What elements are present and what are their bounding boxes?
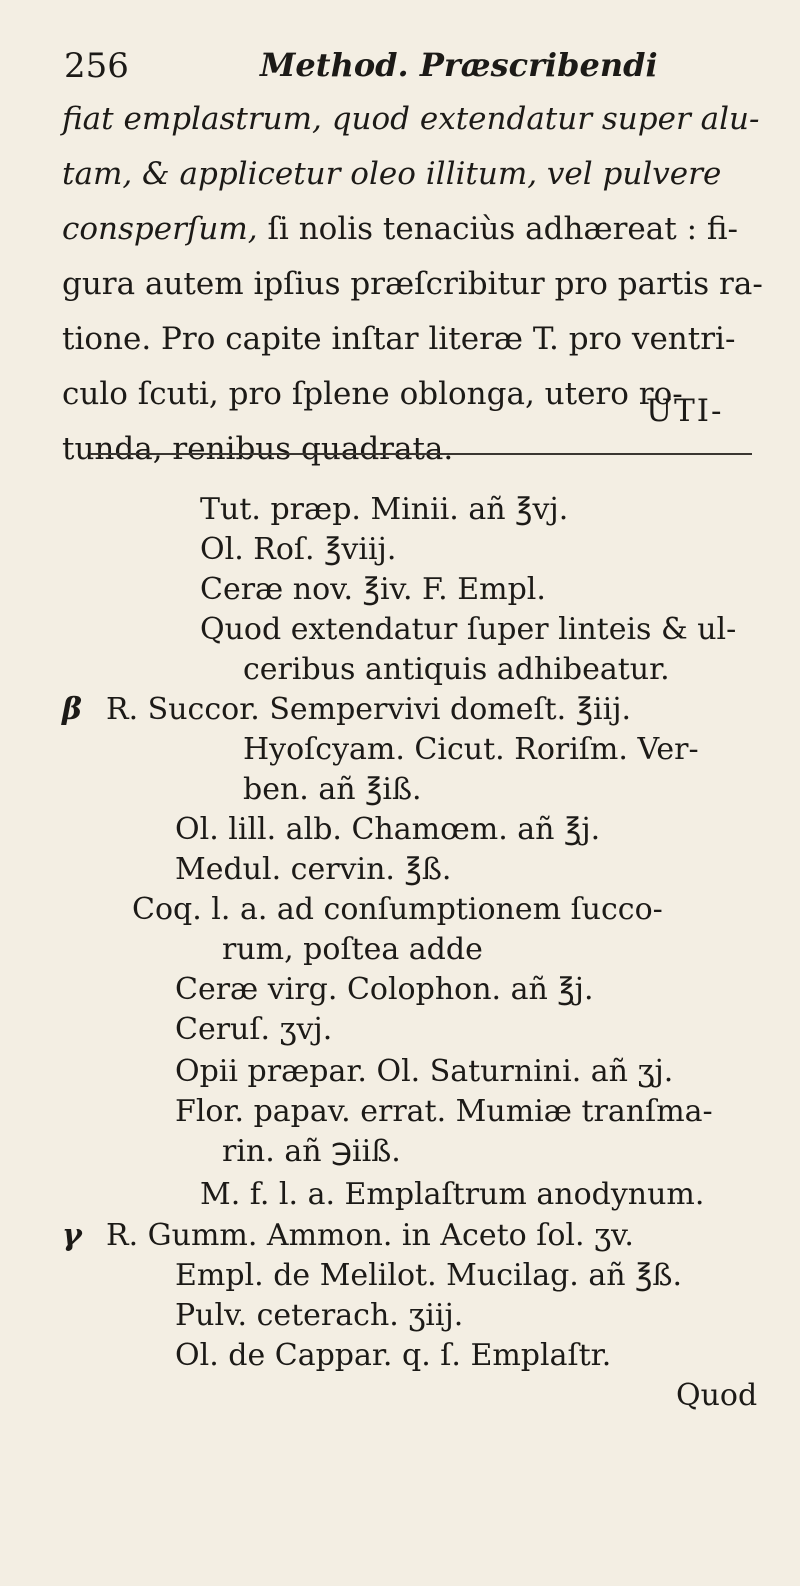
body-line xyxy=(62,202,752,257)
body-line: tunda, renibus quadrata. xyxy=(62,431,454,467)
recipe-line: R. Succor. Sempervivi domeſt. ℥iij. xyxy=(106,692,632,727)
body-line: culo ſcuti, pro ſplene oblonga, utero ro- xyxy=(62,376,683,412)
recipe-line: ben. añ ℥iß. xyxy=(243,772,422,807)
recipe-line: Opii præpar. Ol. Saturnini. añ ʒj. xyxy=(175,1054,674,1089)
recipe-line: Coq. l. a. ad conſumptionem ſucco- xyxy=(132,892,663,927)
recipe-line: Quod extendatur ſuper linteis & ul- xyxy=(200,612,737,647)
running-head: Method. Præscribendi xyxy=(260,46,658,84)
body-line-italic-part: consperſum, xyxy=(62,211,258,247)
recipe-line: Ceræ virg. Colophon. añ ℥j. xyxy=(175,972,594,1007)
body-line-roman-part: ſi nolis tenaciùs adhæreat : fi- xyxy=(257,211,739,247)
section-divider xyxy=(90,453,752,455)
recipe-line: M. f. l. a. Emplaſtrum anodynum. xyxy=(200,1177,705,1212)
body-line: tam, & applicetur oleo illitum, vel pulvere xyxy=(62,156,722,192)
page-header xyxy=(64,40,744,100)
body-line: tione. Pro capite inſtar literæ T. pro ventri- xyxy=(62,321,736,357)
recipe-marker-gamma: γ xyxy=(62,1218,82,1253)
recipe-line: R. Gumm. Ammon. in Aceto ſol. ʒv. xyxy=(106,1218,634,1253)
recipe-line: Ol. lill. alb. Chamœm. añ ℥j. xyxy=(175,812,601,847)
recipe-line: Medul. cervin. ℥ß. xyxy=(175,852,452,887)
recipe-line: rum, poſtea adde xyxy=(222,932,483,967)
recipe-line: ceribus antiquis adhibeatur. xyxy=(243,652,670,687)
recipe-line: Ceræ nov. ℥iv. F. Empl. xyxy=(200,572,546,607)
recipe-line: Hyoſcyam. Cicut. Roriſm. Ver- xyxy=(243,732,699,767)
recipe-line: Empl. de Melilot. Mucilag. añ ℥ß. xyxy=(175,1258,682,1293)
recipe-marker-beta: β xyxy=(62,692,82,727)
recipe-line: Ceruſ. ʒvj. xyxy=(175,1012,333,1047)
page-number: 256 xyxy=(64,46,129,86)
recipe-line: Ol. Roſ. ℥viij. xyxy=(200,532,397,567)
catchword: UTI- xyxy=(646,393,724,429)
catchword: Quod xyxy=(676,1378,758,1413)
recipe-line: Ol. de Cappar. q. ſ. Emplaſtr. xyxy=(175,1338,612,1373)
body-line: fiat emplastrum, quod extendatur super alu- xyxy=(62,101,760,137)
recipe-line: Tut. præp. Minii. añ ℥vj. xyxy=(200,492,569,527)
body-line: gura autem ipſius præſcribitur pro partis ra- xyxy=(62,266,763,302)
recipe-line: Pulv. ceterach. ʒiij. xyxy=(175,1298,464,1333)
recipe-line: Flor. papav. errat. Mumiæ tranſma- xyxy=(175,1094,713,1129)
recipe-line: rin. añ ℈iiß. xyxy=(222,1134,401,1169)
